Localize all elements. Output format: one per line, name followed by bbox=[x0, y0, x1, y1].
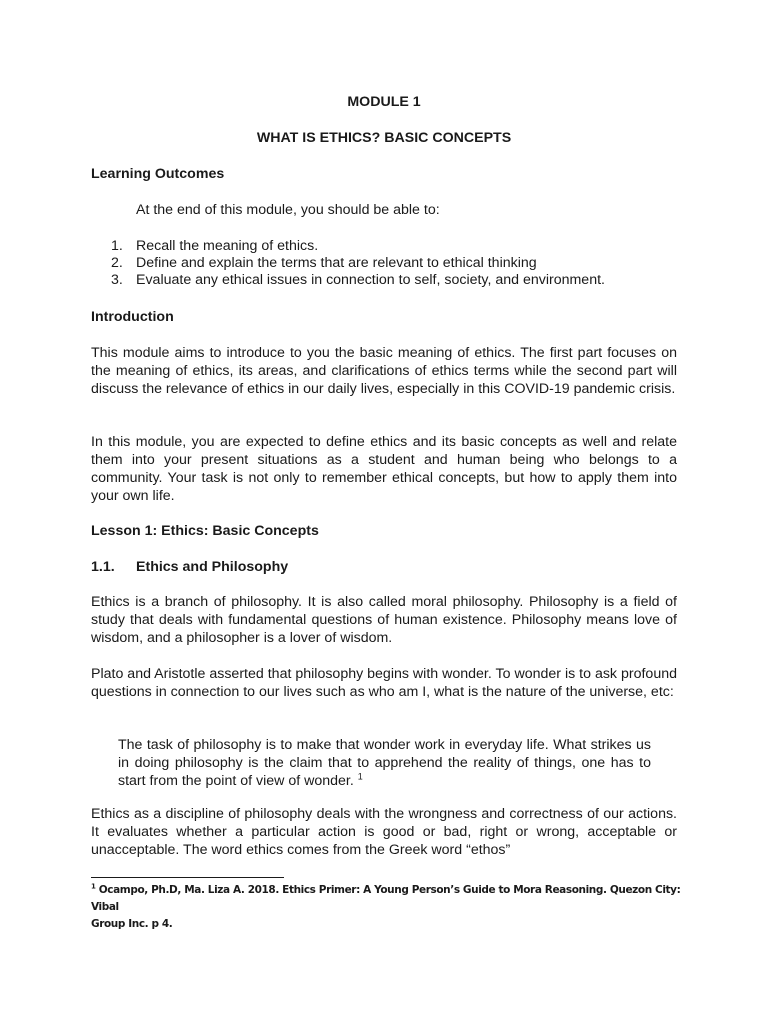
outcome-item-3 bbox=[111, 271, 671, 289]
footnote-reference: 1 bbox=[357, 771, 363, 782]
footnote bbox=[91, 882, 691, 933]
learning-outcomes-heading: Learning Outcomes bbox=[91, 166, 225, 182]
section-heading bbox=[91, 558, 288, 576]
footnote-line-1 bbox=[91, 882, 691, 916]
outcome-text: Define and explain the terms that are relevant to ethical thinking bbox=[136, 255, 537, 271]
module-label: MODULE 1 bbox=[347, 94, 421, 110]
section-title: Ethics and Philosophy bbox=[136, 559, 289, 575]
footnote-mark: 1 bbox=[91, 882, 96, 891]
outcome-number: 1. bbox=[111, 238, 123, 254]
learning-outcomes-intro: At the end of this module, you should be able to: bbox=[136, 202, 440, 218]
outcome-item-1 bbox=[111, 237, 671, 255]
outcome-item-2 bbox=[111, 254, 671, 272]
block-quote bbox=[118, 736, 651, 790]
quote-text: The task of philosophy is to make that wonder work in everyday life. What strikes us in doing philosophy is the claim that to apprehend the reality of things, one has to start from the point of view of wonder. bbox=[118, 737, 651, 789]
lesson-paragraph-2: Plato and Aristotle asserted that philosophy begins with wonder. To wonder is to ask profound questions in connection to our lives such as who am I, what is the nature of the universe, etc: bbox=[91, 666, 677, 700]
footnote-line-2: Group Inc. p 4. bbox=[91, 918, 173, 930]
lesson-paragraph-1: Ethics is a branch of philosophy. It is also called moral philosophy. Philosophy is a field of study that deals with fundamental questions of human existence. Philosophy means love of wisdom, and a philosopher is a lover of wisdom. bbox=[91, 594, 677, 646]
section-number: 1.1. bbox=[91, 559, 115, 575]
introduction-heading: Introduction bbox=[91, 309, 174, 325]
outcome-text: Evaluate any ethical issues in connection to self, society, and environment. bbox=[136, 272, 605, 288]
module-title: WHAT IS ETHICS? BASIC CONCEPTS bbox=[256, 130, 512, 146]
outcome-text: Recall the meaning of ethics. bbox=[136, 238, 319, 254]
lesson-paragraph-3: Ethics as a discipline of philosophy deals with the wrongness and correctness of our actions. It evaluates whether a particular action is good or bad, right or wrong, acceptable or unacceptable. The word ethics comes from the Greek word “ethos” bbox=[91, 806, 677, 858]
outcome-number: 2. bbox=[111, 255, 123, 271]
footnote-citation: Ocampo, Ph.D, Ma. Liza A. 2018. Ethics Primer: A Young Person’s Guide to Mora Reasoning. Quezon City: Vibal bbox=[91, 884, 681, 913]
footnote-divider bbox=[91, 877, 284, 878]
outcome-number: 3. bbox=[111, 272, 123, 288]
introduction-paragraph-2: In this module, you are expected to define ethics and its basic concepts as well and relate them into your present situations as a student and human being who belongs to a community. Your task is not only to remember ethical concepts, but how to apply them into your own life. bbox=[91, 434, 677, 504]
introduction-paragraph-1: This module aims to introduce to you the basic meaning of ethics. The first part focuses on the meaning of ethics, its areas, and clarifications of ethics terms while the second part will discuss the relevance of ethics in our daily lives, especially in this COVID-19 pandemic crisis. bbox=[91, 345, 677, 397]
lesson-heading: Lesson 1: Ethics: Basic Concepts bbox=[91, 523, 319, 539]
